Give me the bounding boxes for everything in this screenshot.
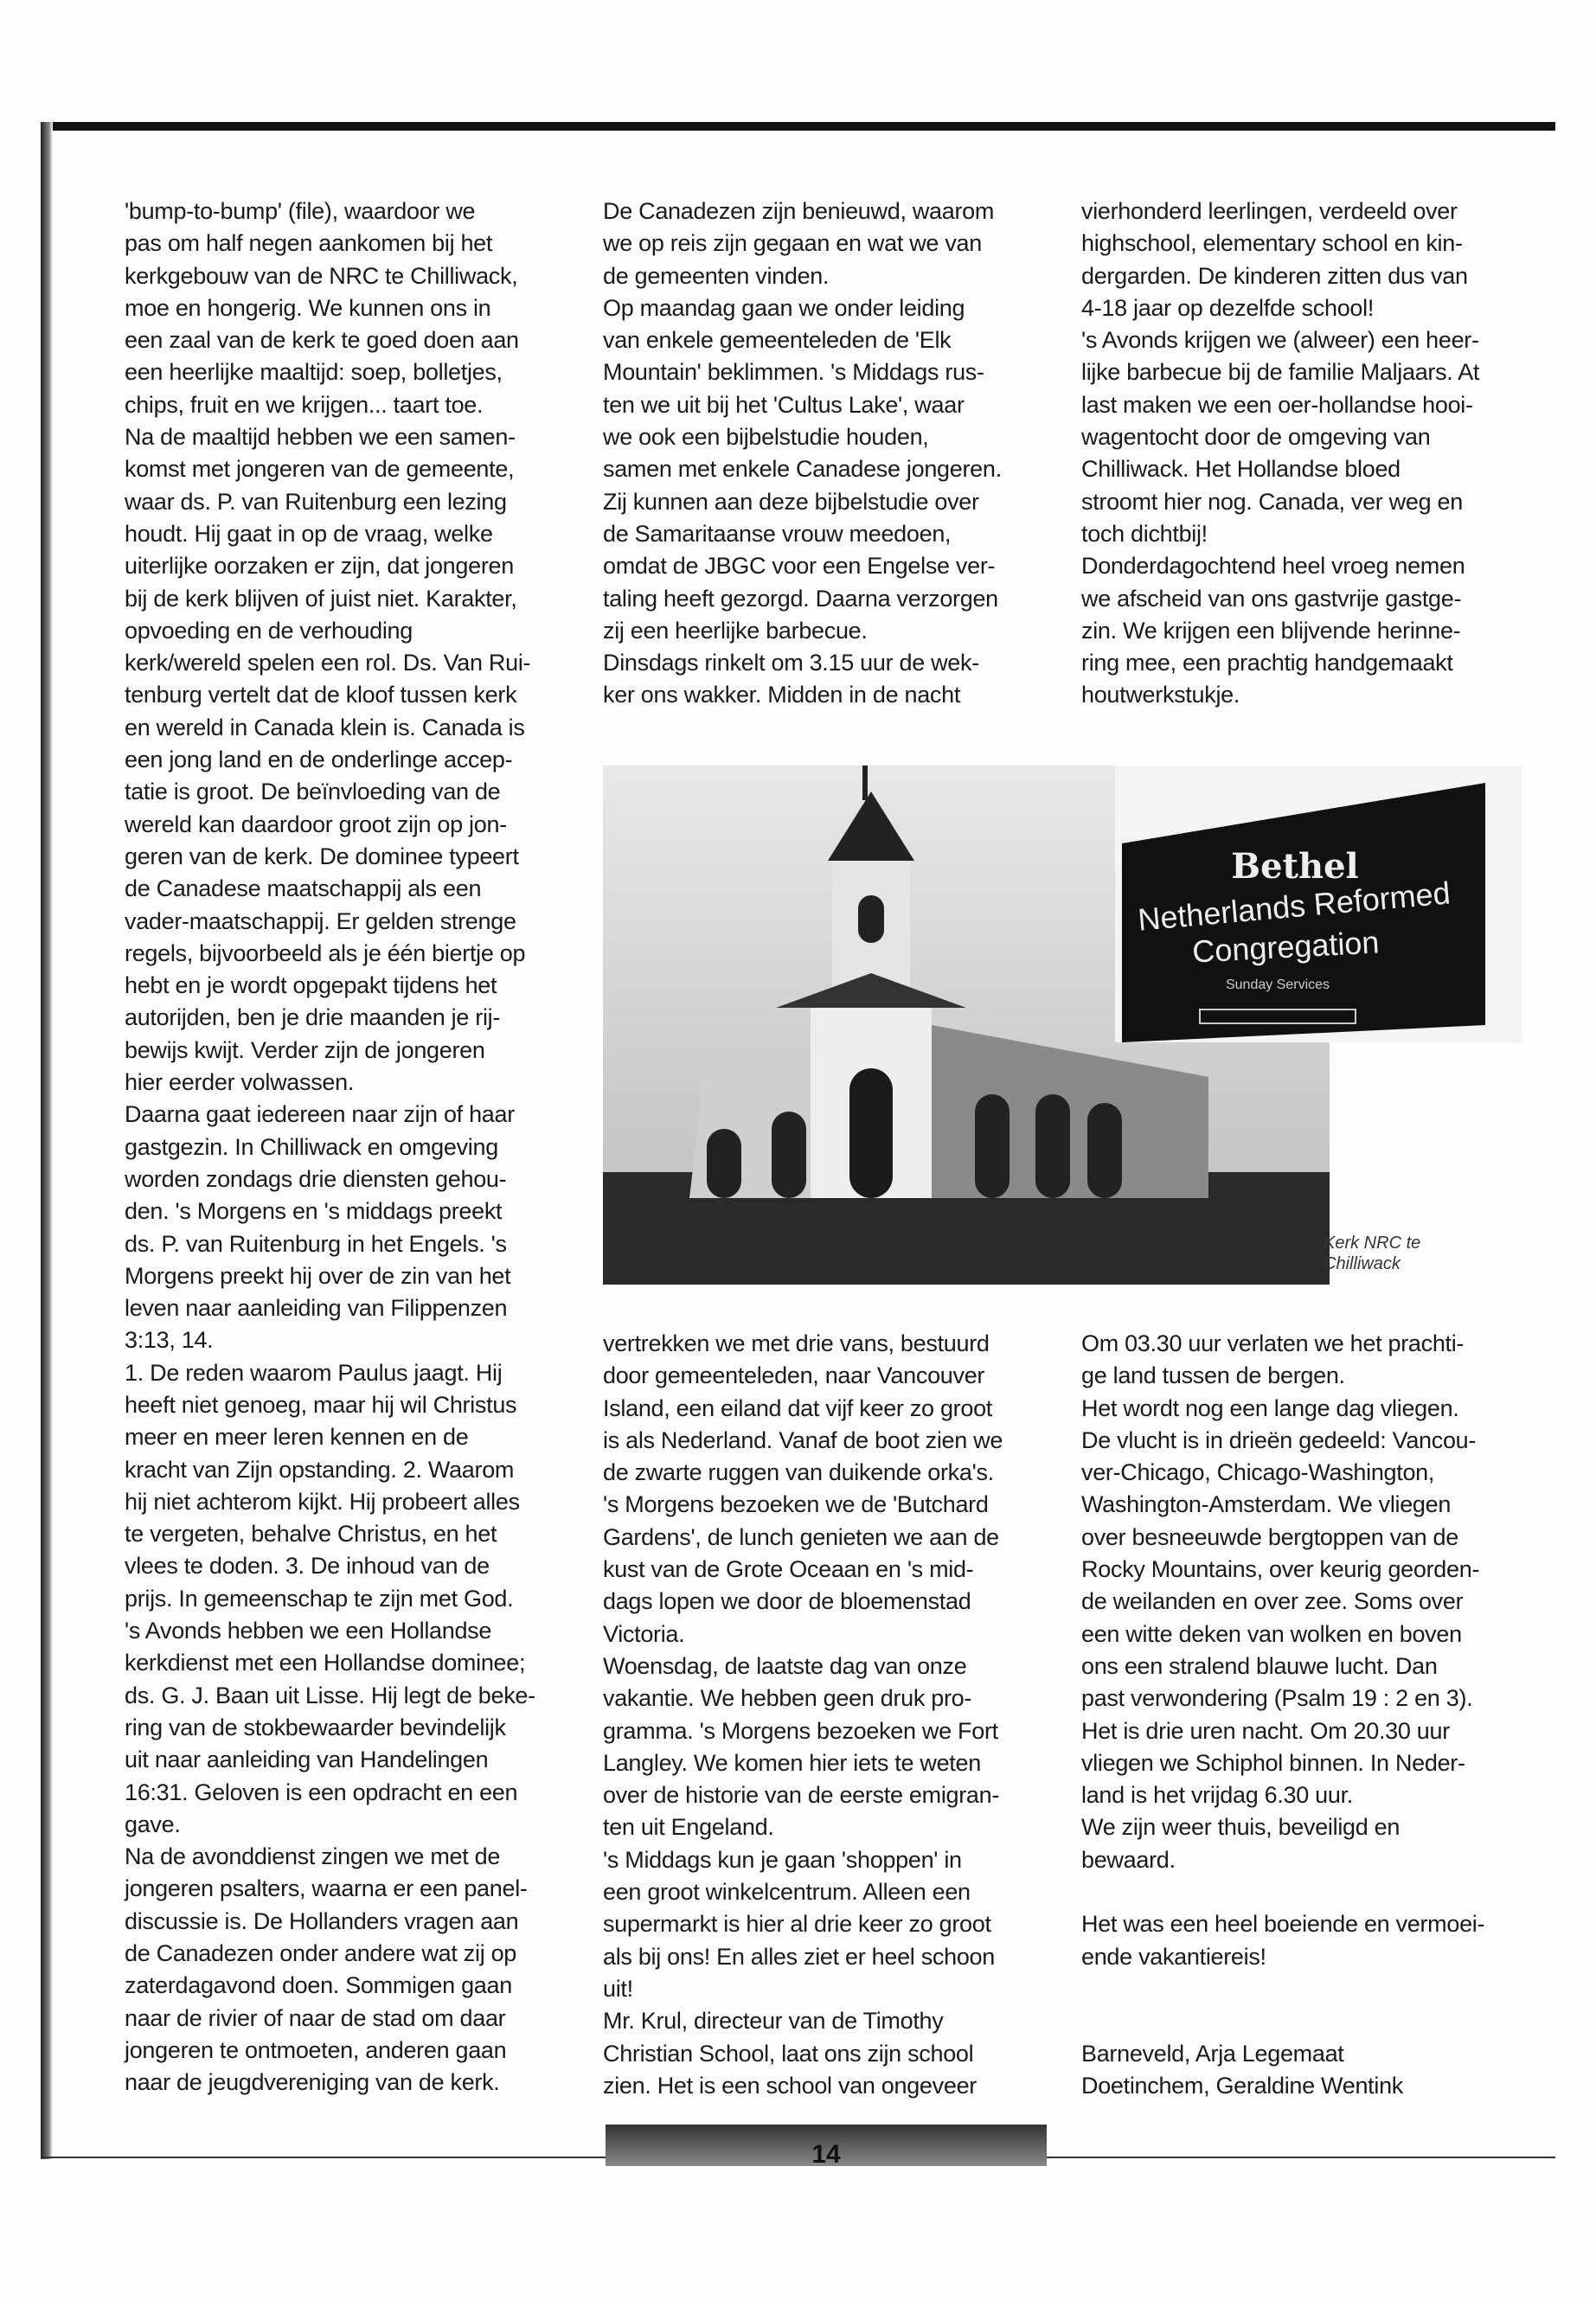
church-photo — [603, 766, 1522, 1285]
page-number-bar — [606, 2125, 1047, 2169]
photo-caption: Kerk NRC te Chilliwack — [1324, 1234, 1421, 1273]
column-3-top-text: vierhonderd leerlingen, verdeeld over highschool, elementary school en kin- dergarden. De kinderen zitten dus van 4-18 jaar op dezelfde school! 's Avonds krijgen we (alweer) een heer- lijke barbecue bij de familie Maljaars. At last maken we een oer-hollandse hooi- wagentocht door de omgeving van Chilliwack. Het Hollandse bloed stroomt hier nog. Canada, ver weg en toch dichtbij! Donderdagochtend heel vroeg nemen we afscheid van ons gastvrije gastge- zin. We krijgen een blijvende herinne- ring mee, een prachtig handgemaakt houtwerkstukje. — [1081, 198, 1480, 708]
sign-title: Bethel — [1231, 846, 1359, 887]
column-2-top-text: De Canadezen zijn benieuwd, waarom we op reis zijn gegaan en wat we van de gemeenten vinden. Op maandag gaan we onder leiding van enkele gemeenteleden de 'Elk Mountain' beklimmen. 's Middags rus- ten we uit bij het 'Cultus Lake', waar we ook een bijbelstudie houden, samen met enkele Canadese jongeren. Zij kunnen aan deze bijbelstudie over de Samaritaanse vrouw meedoen, omdat de JBGC voor een Engelse ver- taling heeft gezorgd. Daarna verzorgen zij een heerlijke barbecue. Dinsdags rinkelt om 3.15 uur de wek- ker ons wakker. Midden in de nacht — [603, 198, 1002, 708]
church-sign — [1115, 766, 1522, 1042]
column-1-text: 'bump-to-bump' (file), waardoor we pas om half negen aankomen bij het kerkgebouw van de NRC te Chilliwack, moe en hongerig. We kunnen ons in een zaal van de kerk te goed doen aan een heerlijke maaltijd: soep, bolletjes, chips, fruit en we krijgen... taart toe. Na de maaltijd hebben we een samen- komst met jongeren van de gemeente, waar ds. P. van Ruitenburg een lezing houdt. Hij gaat in op de vraag, welke uiterlijke oorzaken er zijn, dat jongeren bij de kerk blijven of juist niet. Karakter, opvoeding en de verhouding kerk/wereld spelen een rol. Ds. Van Rui- tenburg vertelt dat de kloof tussen kerk en wereld in Canada klein is. Canada is een jong land en de onderlinge accep- tatie is groot. De beïnvloeding van de wereld kan daardoor groot zijn op jon- geren van de kerk. De dominee typeert de Canadese maatschappij als een vader-maatschappij. Er gelden strenge regels, bijvoorbeeld als je één biertje op hebt en je wordt opgepakt tijdens het autorijden, ben je drie maanden je rij- bewijs kwijt. Verder zijn de jongeren hier eerder volwassen. Daarna gaat iedereen naar zijn of haar gastgezin. In Chilliwack en omgeving worden zondags drie diensten gehou- den. 's Morgens en 's middags preekt ds. P. van Ruitenburg in het Engels. 's Morgens preekt hij over de zin van het leven naar aanleiding van Filippenzen 3:13, 14. 1. De reden waarom Paulus jaagt. Hij heeft niet genoeg, maar hij wil Christus meer en meer leren kennen en de kracht van Zijn opstanding. 2. Waarom hij niet achterom kijkt. Hij probeert alles te vergeten, behalve Christus, en het vlees te doden. 3. De inhoud van de prijs. In gemeenschap te zijn met God. 's Avonds hebben we een Hollandse kerkdienst met een Hollandse dominee; ds. G. J. Baan uit Lisse. Hij legt de beke- ring van de stokbewaarder bevindelijk uit naar aanleiding van Handelingen 16:31. Geloven is een opdracht en een gave. Na de avonddienst zingen we met de jongeren psalters, waarna er een panel- discussie is. De Hollanders vragen aan de Canadezen onder andere wat zij op zaterdagavond doen. Sommigen gaan naar de rivier of naar de stad om daar jongeren te ontmoeten, anderen gaan naar de jeugdvereniging van de kerk. — [125, 198, 535, 2096]
left-scan-edge — [41, 122, 53, 2159]
sign-line-1: Netherlands Reformed — [1136, 875, 1452, 938]
sign-line-2: Congregation — [1191, 924, 1381, 970]
page-number: 14 — [811, 2140, 841, 2169]
column-3-bottom-text: Om 03.30 uur verlaten we het prachti- ge land tussen de bergen. Het wordt nog een lange dag vliegen. De vlucht is in drieën gedeeld: Vancou- ver-Chicago, Chicago-Washington, Washington-Amsterdam. We vliegen over besneeuwde bergtoppen van de Rocky Mountains, over keurig georden- de weilanden en over zee. Soms over een witte deken van wolken en boven ons een stralend blauwe lucht. Dan past verwondering (Psalm 19 : 2 en 3). Het is drie uren nacht. Om 20.30 uur vliegen we Schiphol binnen. In Neder- land is het vrijdag 6.30 uur. We zijn weer thuis, beveiligd en bewaard. Het was een heel boeiende en vermoei- ende vakantiereis! Barneveld, Arja Legemaat Doetinchem, Geraldine Wentink — [1081, 1330, 1485, 2099]
column-2-bottom-text: vertrekken we met drie vans, bestuurd door gemeenteleden, naar Vancouver Island, een eiland dat vijf keer zo groot is als Nederland. Vanaf de boot zien we de zwarte ruggen van duikende orka's. 's Morgens bezoeken we de 'Butchard Gardens', de lunch genieten we aan de kust van de Grote Oceaan en 's mid- dags lopen we door de bloemenstad Victoria. Woensdag, de laatste dag van onze vakantie. We hebben geen druk pro- gramma. 's Morgens bezoeken we Fort Langley. We komen hier iets te weten over de historie van de eerste emigran- ten uit Engeland. 's Middags kun je gaan 'shoppen' in een groot winkelcentrum. Alleen een supermarkt is hier al drie keer zo groot als bij ons! En alles ziet er heel schoon uit! Mr. Krul, directeur van de Timothy Christian School, laat ons zijn school zien. Het is een school van ongeveer — [603, 1330, 1003, 2099]
sign-line-3: Sunday Services — [1225, 977, 1330, 992]
top-border — [41, 122, 1555, 131]
